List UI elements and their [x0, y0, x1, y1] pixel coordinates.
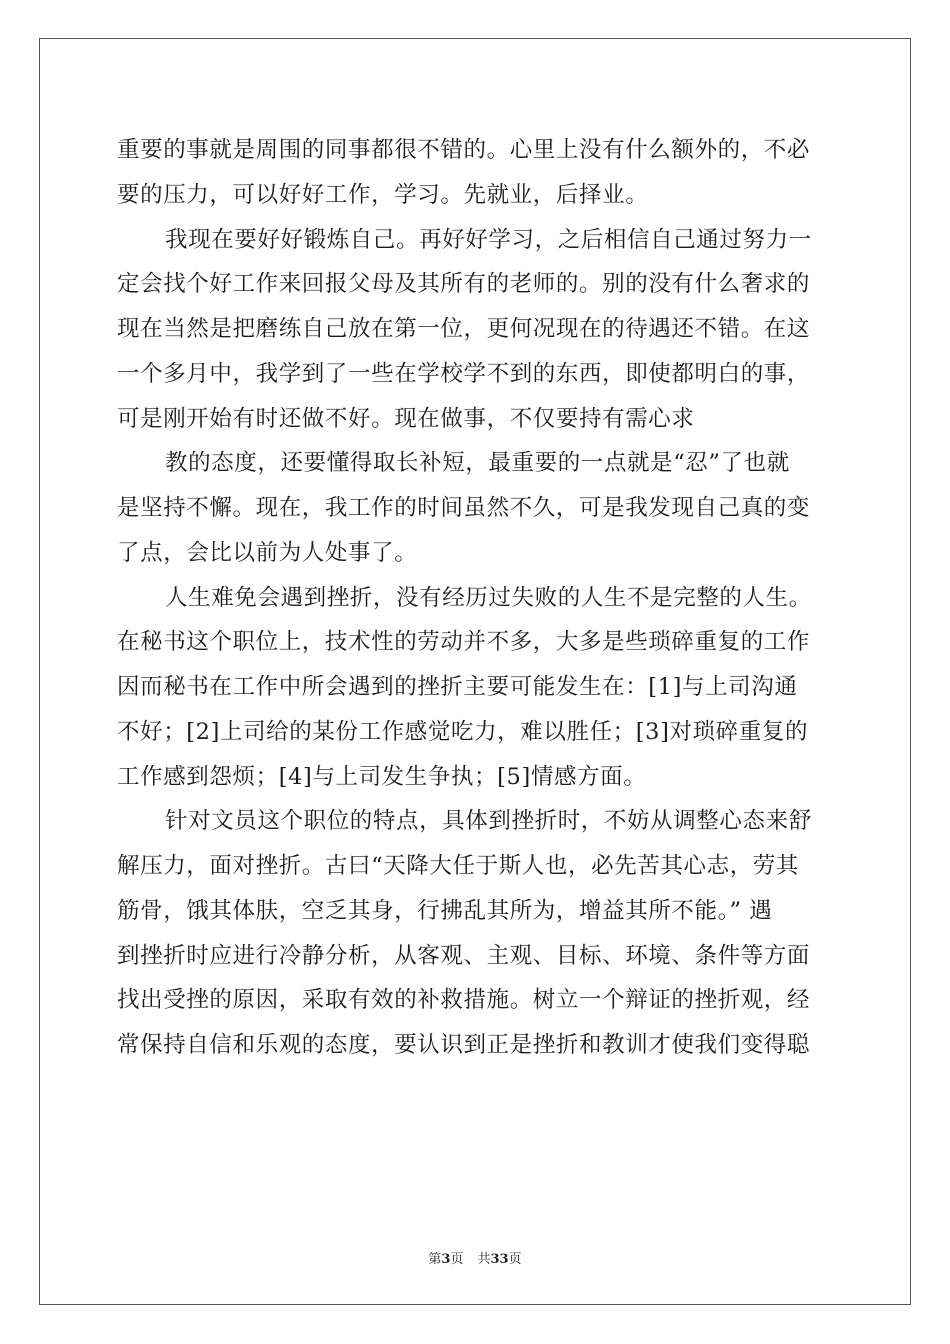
text-line: 重要的事就是周围的同事都很不错的。心里上没有什么额外的，不必: [117, 137, 811, 163]
text-line: 可是刚开始有时还做不好。现在做事，不仅要持有需心求: [117, 405, 695, 432]
text-line: 到挫折时应进行冷静分析，从客观、主观、目标、环境、条件等方面: [117, 942, 811, 969]
page-footer: [0, 1248, 950, 1267]
text-line: 不好；[2]上司给的某份工作感觉吃力，难以胜任；[3]对琐碎重复的: [117, 718, 809, 745]
text-line: 工作感到怨烦；[4]与上司发生争执；[5]情感方面。: [117, 763, 647, 790]
total-prefix: 共: [477, 1252, 491, 1267]
text-line: 是坚持不懈。现在，我工作的时间虽然不久，可是我发现自己真的变: [117, 495, 811, 521]
text-line: 找出受挫的原因，采取有效的补救措施。树立一个辩证的挫折观，经: [117, 987, 811, 1014]
total-pages: 33: [490, 1252, 509, 1267]
text-line: 定会找个好工作来回报父母及其所有的老师的。别的没有什么奢求的: [117, 271, 811, 298]
text-line: 在秘书这个职位上，技术性的劳动并不多，大多是些琐碎重复的工作: [117, 629, 811, 656]
text-line: 了点，会比以前为人处事了。: [117, 539, 418, 566]
text-line: 常保持自信和乐观的态度，要认识到正是挫折和教训才使我们变得聪: [117, 1032, 811, 1058]
text-line: 人生难免会遇到挫折，没有经历过失败的人生不是完整的人生。: [165, 584, 812, 611]
document-body: [117, 128, 833, 1068]
page-suffix: 页: [450, 1252, 464, 1267]
text-line: 要的压力，可以好好工作，学习。先就业，后择业。: [117, 181, 649, 208]
page-number: 3: [441, 1252, 451, 1267]
page-prefix: 第: [428, 1252, 442, 1267]
text-line: 教的态度，还要懂得取长补短，最重要的一点就是“忍”了也就: [165, 450, 790, 477]
total-suffix: 页: [508, 1252, 522, 1267]
text-line: 我现在要好好锻炼自己。再好好学习，之后相信自己通过努力一: [165, 226, 812, 253]
text-line: 一个多月中，我学到了一些在学校学不到的东西，即使都明白的事，: [117, 360, 811, 387]
text-line: 解压力，面对挫折。古曰“天降大任于斯人也，必先苦其心志，劳其: [117, 853, 800, 879]
text-line: 筋骨，饿其体肤，空乏其身，行拂乱其所为，增益其所不能。” 遇: [117, 897, 773, 924]
text-line: 因而秘书在工作中所会遇到的挫折主要可能发生在：[1]与上司沟通: [117, 674, 798, 700]
text-line: 现在当然是把磨练自己放在第一位，更何况现在的待遇还不错。在这: [117, 316, 811, 342]
text-line: 针对文员这个职位的特点，具体到挫折时，不妨从调整心态来舒: [165, 808, 812, 835]
